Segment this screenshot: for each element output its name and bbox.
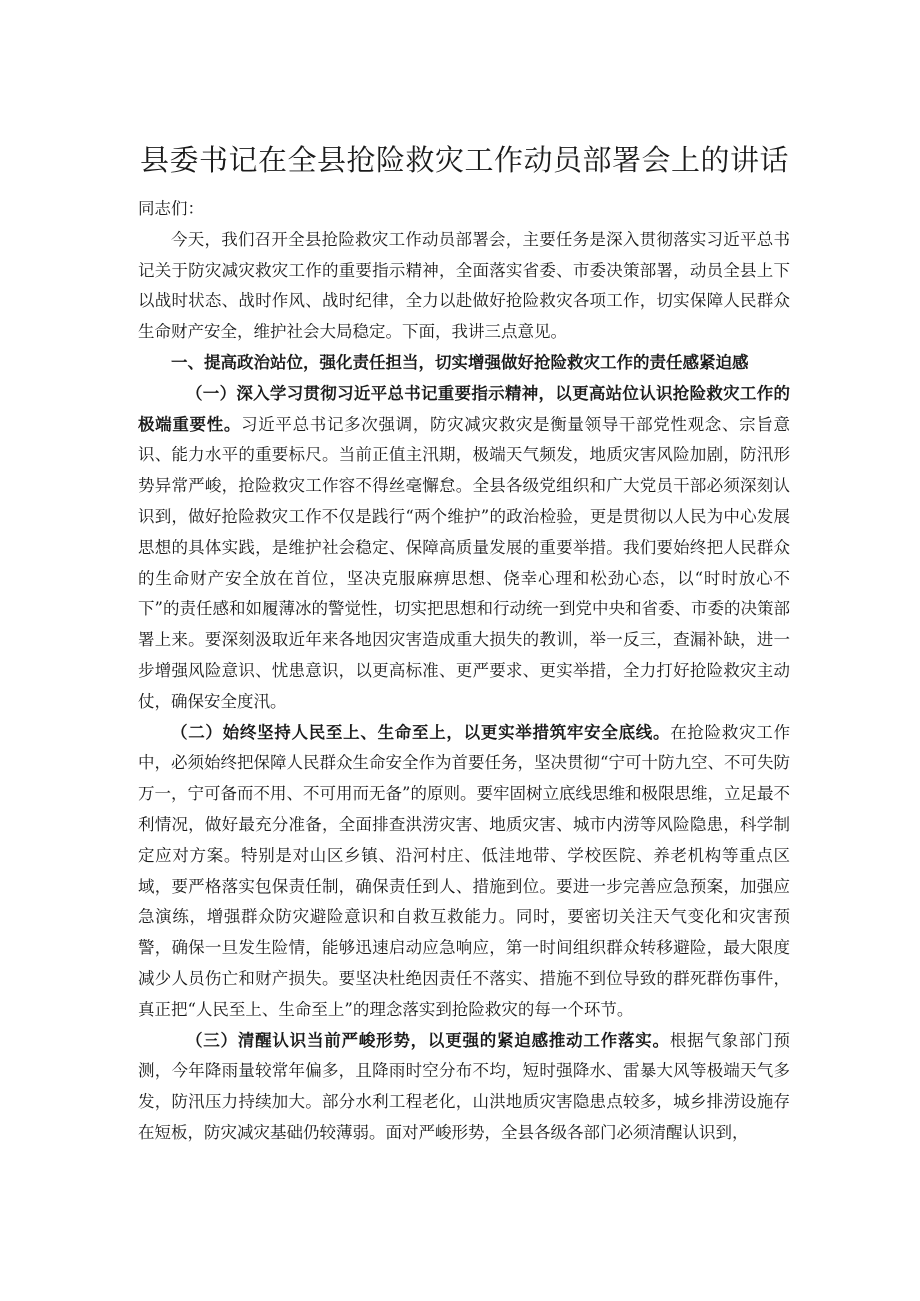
paragraph-1-lead: （一）深入学习贯彻习近平总书记重要指示精神，以更高站位认识抢险救灾工作的极端重要性。 — [138, 383, 790, 434]
paragraph-3-body: 根据气象部门预测，今年降雨量较常年偏多，且降雨时空分布不均，短时强降水、雷暴大风等极端天气多发，防汛压力持续加大。部分水利工程老化，山洪地质灾害隐患点较多，城乡排涝设施存在短板，防灾减灾基础仍较薄弱。面对严峻形势，全县各级各部门必须清醒认识到， — [138, 1030, 791, 1142]
intro-paragraph: 今天，我们召开全县抢险救灾工作动员部署会，主要任务是深入贯彻落实习近平总书记关于防灾减灾救灾工作的重要指示精神，全面落实省委、市委决策部署，动员全县上下以战时状态、战时作风、战时纪律，全力以赴做好抢险救灾各项工作，切实保障人民群众生命财产安全，维护社会大局稳定。下面，我讲三点意见。 — [138, 229, 790, 342]
salutation: 同志们： — [138, 199, 204, 218]
paragraph-3 — [138, 1026, 790, 1149]
document-title: 县委书记在全县抢险救灾工作动员部署会上的讲话 — [140, 143, 790, 177]
paragraph-1-body: 习近平总书记多次强调，防灾减灾救灾是衡量领导干部党性观念、宗旨意识、能力水平的重要标尺。当前正值主汛期，极端天气频发，地质灾害风险加剧，防汛形势异常严峻，抢险救灾工作容不得丝毫懈怠。全县各级党组织和广大党员干部必须深刻认识到，做好抢险救灾工作不仅是践行“两个维护”的政治检验，更是贯彻以人民为中心发展思想的具体实践，是维护社会稳定、保障高质量发展的重要举措。我们要始终把人民群众的生命财产安全放在首位，坚决克服麻痹思想、侥幸心理和松劲心态，以“时时放心不下”的责任感和如履薄冰的警觉性，切实把思想和行动统一到党中央和省委、市委的决策部署上来。要深刻汲取近年来各地因灾害造成重大损失的教训，举一反三，查漏补缺，进一步增强风险意识、忧患意识，以更高标准、更严要求、更实举措，全力打好抢险救灾主动仗，确保安全度汛。 — [138, 414, 791, 711]
paragraph-2 — [138, 718, 790, 1026]
paragraph-2-body: 在抢险救灾工作中，必须始终把保障人民群众生命安全作为首要任务，坚决贯彻“宁可十防九空、不可失防万一，宁可备而不用、不可用而无备”的原则。要牢固树立底线思维和极限思维，立足最不利情况，做好最充分准备，全面排查洪涝灾害、地质灾害、城市内涝等风险隐患，科学制定应对方案。特别是对山区乡镇、沿河村庄、低洼地带、学校医院、养老机构等重点区域，要严格落实包保责任制，确保责任到人、措施到位。要进一步完善应急预案，加强应急演练，增强群众防灾避险意识和自救互救能力。同时，要密切关注天气变化和灾害预警，确保一旦发生险情，能够迅速启动应急响应，第一时间组织群众转移避险，最大限度减少人员伤亡和财产损失。要坚决杜绝因责任不落实、措施不到位导致的群死群伤事件，真正把“人民至上、生命至上”的理念落实到抢险救灾的每一个环节。 — [138, 722, 791, 1019]
paragraph-1 — [138, 379, 790, 718]
section-1-heading: 一、提高政治站位，强化责任担当，切实增强做好抢险救灾工作的责任感紧迫感 — [171, 352, 749, 372]
paragraph-3-lead: （三）清醒认识当前严峻形势，以更强的紧迫感推动工作落实。 — [186, 1030, 670, 1050]
document-page — [138, 138, 790, 1149]
paragraph-2-lead: （二）始终坚持人民至上、生命至上，以更实举措筑牢安全底线。 — [171, 722, 671, 742]
